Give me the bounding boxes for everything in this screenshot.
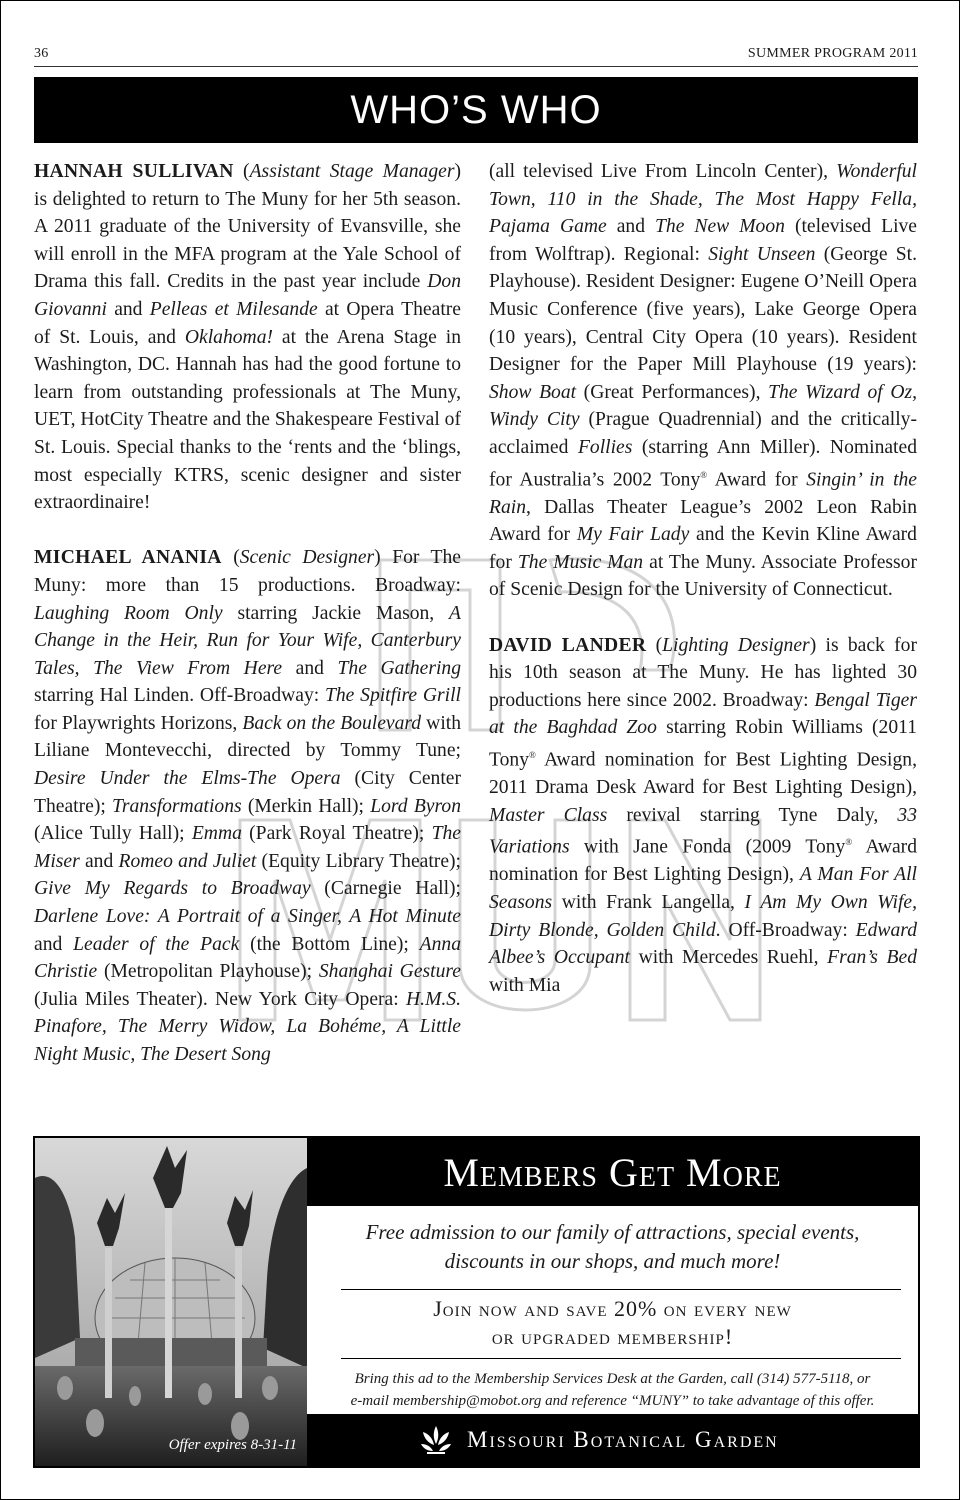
join-offer (335, 1295, 890, 1351)
bio-david-lander: DAVID LANDER (Lighting Designer) is back for his 10th season at The Muny. He has lighted 30 productions here since 2002. Broadway: Bengal Tiger at the Baghdad Zoo starring Robin Williams (2011 Tony® Award nomination for Best Lighting Design, 2011 Drama Desk Award for Best Lighting Design), Master Class revival starring Tyne Daly, 33 Variations with Jane Fonda (2009 Tony® Award nomination for Best Lighting Design), A Man For All Seasons with Frank Langella, I Am My Own Wife, Dirty Blonde, Golden Child. Off-Broadway: Edward Albee’s Occupant with Mercedes Ruehl, Fran’s Bed with Mia (489, 634, 918, 996)
join-line-1: Join now and save 20% on every new (433, 1296, 792, 1321)
subheading-line-2: discounts in our shops, and much more! (444, 1249, 781, 1273)
section-title: WHO’S WHO (350, 88, 602, 132)
offer-expires: Offer expires 8-31-11 (168, 1437, 297, 1453)
join-line-2: or upgraded membership! (491, 1324, 734, 1349)
bio-michael-anania-continued: (all televised Live From Lincoln Center), Wonderful Town, 110 in the Shade, The Most Happy Fella, Pajama Game and The New Moon (televised Live from Wolftrap). Regional: Sight Unseen (George St. Playhouse). Resident Designer: Eugene O’Neill Opera Music Conference (five years), Lake George Opera (10 years), Central City Opera (10 years). Resident Designer for the Paper Mill Playhouse (19 years): Show Boat (Great Performances), The Wizard of Oz, Windy City (Prague Quadrennial) and the critically-acclaimed Follies (starring Ann Miller). Nominated for Australia’s 2002 Tony® Award for Singin’ in the Rain, Dallas Theater League’s 2002 Leon Rabin Award for My Fair Lady and the Kevin Kline Award for The Music Man at The Muny. Associate Professor of Scenic Design for the University of Connecticut. (489, 161, 918, 601)
header-rule (34, 66, 918, 67)
subheading-line-1: Free admission to our family of attractions, special events, (365, 1220, 860, 1244)
details-line-2: e-mail membership@mobot.org and reference “MUNY” to take advantage of this offer. (350, 1393, 875, 1409)
ad-headline: Members Get More (307, 1138, 918, 1206)
ad-subheading (335, 1218, 890, 1276)
ad-divider-2 (341, 1358, 901, 1359)
garden-footer (307, 1414, 918, 1466)
garden-photo-illustration (35, 1138, 307, 1466)
section-banner (34, 77, 918, 143)
garden-name: Missouri Botanical Garden (467, 1427, 779, 1452)
right-column (489, 158, 917, 999)
membership-details (320, 1368, 905, 1412)
ad-divider-1 (341, 1289, 901, 1290)
garden-logo-icon (419, 1424, 453, 1456)
left-column (34, 158, 461, 1069)
details-line-1: Bring this ad to the Membership Services Desk at the Garden, call (314) 577-5118, or (354, 1371, 871, 1387)
program-title: SUMMER PROGRAM 2011 (747, 46, 918, 61)
garden-photo (35, 1138, 307, 1466)
bio-michael-anania: MICHAEL ANANIA (Scenic Designer) For The Muny: more than 15 productions. Broadway: Laughing Room Only starring Jackie Mason, A Change in the Heir, Run for Your Wife, Canterbury Tales, The View From Here and The Gathering starring Hal Linden. Off-Broadway: The Spitfire Grill for Playwrights Horizons, Back on the Boulevard with Liliane Montevecchi, directed by Tommy Tune; Desire Under the Elms-The Opera (City Center Theatre); Transformations (Merkin Hall); Lord Byron (Alice Tully Hall); Emma (Park Royal Theatre); The Miser and Romeo and Juliet (Equity Library Theatre); Give My Regards to Broadway (Carnegie Hall); Darlene Love: A Portrait of a Singer, A Hot Minute and Leader of the Pack (the Bottom Line); Anna Christie (Metropolitan Playhouse); Shanghai Gesture (Julia Miles Theater). New York City Opera: H.M.S. Pinafore, The Merry Widow, La Bohéme, A Little Night Music, The Desert Song (34, 547, 462, 1065)
bio-hannah-sullivan: HANNAH SULLIVAN (Assistant Stage Manager) is delighted to return to The Muny for her 5th season. A 2011 graduate of the University of Evansville, she will enroll in the MFA program at the Yale School of Drama this fall. Credits in the past year include Don Giovanni and Pelleas et Milesande at Opera Theatre of St. Louis, and Oklahoma! at the Arena Stage in Washington, DC. Hannah has had the good fortune to learn from outstanding professionals at The Muny, UET, HotCity Theatre and the Shakespeare Festival of St. Louis. Special thanks to the ‘rents and the ‘blings, most especially KTRS, scenic designer and sister extraordinaire! (34, 161, 461, 514)
page-number: 36 (34, 46, 49, 61)
botanical-garden-ad[interactable] (33, 1136, 920, 1468)
page-header (34, 46, 918, 68)
